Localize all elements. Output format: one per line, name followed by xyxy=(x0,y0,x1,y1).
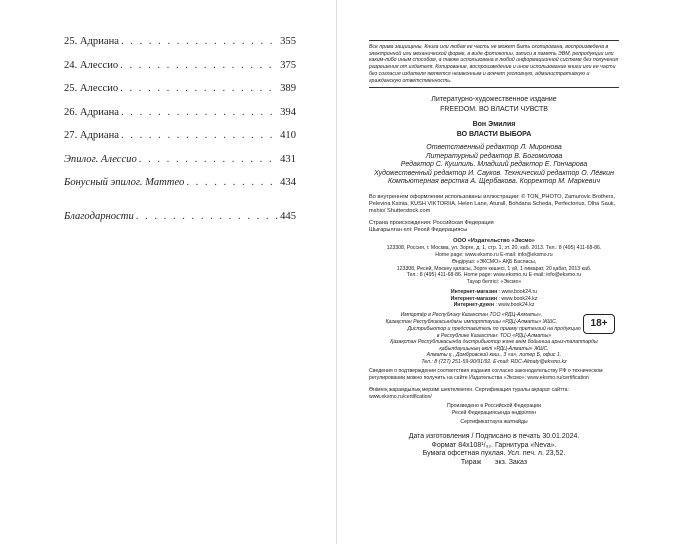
distributor-line: Алматы қ., Домбровский көш., 3 «а», литер Б, офис 1. xyxy=(426,352,562,358)
toc-leader xyxy=(186,177,278,188)
importer-line: Қазақстан Республикасындағы импорттаушы «РДЦ-Алматы» ЖШС. xyxy=(385,318,558,325)
shop-label: Интернет-магазин xyxy=(450,289,498,295)
toc-entry xyxy=(64,130,296,154)
publisher-address-kz xyxy=(369,259,619,285)
certification-note: Сертификаттауға жатпайды xyxy=(460,419,528,425)
edition-type: Литературно-художественное издание xyxy=(431,96,557,103)
illustrations-credit: Во внутреннем оформлении использованы иллюстрации: © TON_PHOTO, Zamurovic Brothers, Pelevina Ksinia, KUSH VIKTORIIA, Helen Lane, Aturall, Bohdana Scheda, Perfectorius, Olha Sauk, mshio/ Shutterstock.com xyxy=(369,194,616,214)
certification-info-kz: Өнімнің жарамдылық мерзімі шектелмеген. Сертификация туралы ақпарат сайтта: www.eksmo.ru/certification/ xyxy=(369,387,570,400)
shop-url: www.book24.kz xyxy=(501,295,538,302)
printed-in xyxy=(369,403,619,416)
country-of-origin xyxy=(369,220,619,234)
address-line: Home page: www.eksmo.ru E-mail: info@eksmo.ru xyxy=(435,251,553,258)
copyright-notice: Все права защищены. Книга или любая ее часть не может быть скопирована, воспроизведена в электронной или механической форме, в виде фотокопии, записи в память ЭВМ, репродукции или каким-либо иным способом, а также использована в любой информационной системе без получения разрешения от издателя. Копирование, воспроизведение и иное использование книги или ее части без согласия издателя является незаконным и влечет уголовную, административную и гражданскую ответственность. xyxy=(369,40,619,88)
toc-title: Благодарности xyxy=(64,210,134,222)
toc-title: 25. Адриана xyxy=(64,36,119,47)
distributor-line: Дистрибьютор и представитель по приему претензий на продукцию xyxy=(407,326,581,332)
address-line: Тел.: 8 (495) 411-68-86. Home page: www.eksmo.ru E-mail: info@eksmo.ru xyxy=(406,272,582,278)
credit-line: Художественный редактор И. Сауков. Технический редактор О. Лёвкин xyxy=(374,169,614,177)
address-line: 123308, Россия, г. Москва, ул. Зорге, д. 1, стр. 1, эт. 20, каб. 2013. Тел.: 8 (495) 411-68-86. xyxy=(386,245,602,251)
table-of-contents xyxy=(64,36,296,234)
publisher-name: ООО «Издательство «Эксмо» xyxy=(453,238,535,244)
publisher-address-ru xyxy=(369,245,619,258)
age-rating-badge: 18+ xyxy=(583,314,615,334)
origin-line: Шығарылған елі: Ресей Федерациясы xyxy=(369,227,468,233)
toc-entry xyxy=(64,154,296,178)
toc-entry xyxy=(64,60,296,84)
shop-label: Интернет-дүкен xyxy=(453,302,495,308)
toc-page: 445 xyxy=(280,210,296,222)
print-line: Формат 84x108¹/₃₂. Гарнитура «Neva». xyxy=(431,441,557,449)
address-line: Тауар белгісі: «Эксмо» xyxy=(466,278,522,285)
print-line: Тираж экз. Заказ xyxy=(460,458,528,466)
toc-page: 355 xyxy=(280,36,296,47)
credit-line: Литературный редактор В. Богомолова xyxy=(425,152,563,160)
toc-leader xyxy=(121,36,278,47)
print-info xyxy=(369,433,619,467)
printed-line: Ресей Федерациясында өндірілген xyxy=(451,409,537,416)
distributor-line: Қазақстан Республикасында дистрибьютор және өнім бойынша арыз-талаптарды xyxy=(390,339,598,345)
toc-entry xyxy=(64,211,296,235)
toc-title: Эпилог. Алессио xyxy=(64,153,137,165)
toc-title: 26. Адриана xyxy=(64,106,119,118)
distributor-line: в Республике Казахстан: ТОО «РДЦ-Алматы» xyxy=(436,332,552,339)
toc-title: Бонусный эпилог. Маттео xyxy=(64,177,185,188)
book-title: ВО ВЛАСТИ ВЫБОРА xyxy=(456,131,532,138)
shop-line: Интернет-дүкен : www.book24.kz xyxy=(453,302,535,308)
origin-line: Страна происхождения: Российская Федерация xyxy=(369,220,494,226)
shop-line: Интернет-магазин : www.book24.ru xyxy=(450,289,538,295)
toc-title: 24. Алессио xyxy=(64,59,119,71)
address-line: 123308, Ресей, Мәскеу қаласы, Зорге көшесі, 1 үй, 1 ғимарат, 20 қабат, 2013 каб. xyxy=(396,265,592,272)
credit-line: Ответственный редактор Л. Миронова xyxy=(426,144,562,151)
toc-leader xyxy=(120,60,278,71)
toc-page: 375 xyxy=(280,59,296,71)
distributor-line: қабылдаушының өкілі «РДЦ-Алматы» ЖШС, xyxy=(439,345,549,352)
toc-leader xyxy=(120,83,278,94)
internet-shops xyxy=(369,289,619,309)
shop-label: Интернет-магазин xyxy=(450,295,497,302)
toc-page: 394 xyxy=(280,106,296,118)
shop-url: www.book24.kz xyxy=(498,302,535,308)
shop-line: Интернет-магазин : www.book24.kz xyxy=(450,295,538,302)
certification-info: Сведения о подтверждении соответствия издания согласно законодательству РФ о техническом регулировании можно получить на сайте Издательства «Эксмо»: www.eksmo.ru/certification xyxy=(369,368,603,381)
toc-title: 25. Алессио xyxy=(64,83,119,94)
toc-page: 431 xyxy=(280,153,296,165)
credit-line: Редактор С. Кушпиль. Младший редактор Е. Гончарова xyxy=(400,161,588,169)
credit-line: Компьютерная верстка А. Щербакова. Корректор М. Маркевич xyxy=(388,178,600,186)
toc-entry xyxy=(64,83,296,107)
print-line: Дата изготовления / Подписано в печать 30.01.2024. xyxy=(408,433,580,440)
address-line: Өндіруші: «ЭКСМО» АҚБ Баспасы, xyxy=(451,259,537,265)
toc-leader xyxy=(136,211,278,222)
toc-entry xyxy=(64,107,296,131)
toc-leader xyxy=(121,107,278,118)
toc-entry xyxy=(64,177,296,201)
print-line: Бумага офсетная пухлая. Усл. печ. л. 23,52. xyxy=(422,450,566,458)
shop-url: www.book24.ru xyxy=(501,289,538,295)
importer-line: Импортёр в Республику Казахстан ТОО «РДЦ-Алматы». xyxy=(400,312,543,318)
distributor-info xyxy=(369,326,619,365)
toc-page: 434 xyxy=(280,177,296,188)
importer-info xyxy=(369,312,574,325)
toc-leader xyxy=(121,130,278,141)
toc-page: 389 xyxy=(280,83,296,94)
toc-entry xyxy=(64,36,296,60)
author-name: Вон Эмилия xyxy=(472,121,516,128)
toc-page: 410 xyxy=(280,130,296,141)
printed-line: Произведено в Российской Федерации xyxy=(447,403,541,409)
toc-leader xyxy=(139,154,278,165)
distributor-line: Тел.: 8 (727) 251-59-90/91/92. E-mail: RDC-Almaty@eksmo.kz xyxy=(421,358,567,365)
credits xyxy=(369,144,619,187)
series-name: FREEDOM. ВО ВЛАСТИ ЧУВСТВ xyxy=(440,106,548,113)
toc-title: 27. Адриана xyxy=(64,130,119,141)
